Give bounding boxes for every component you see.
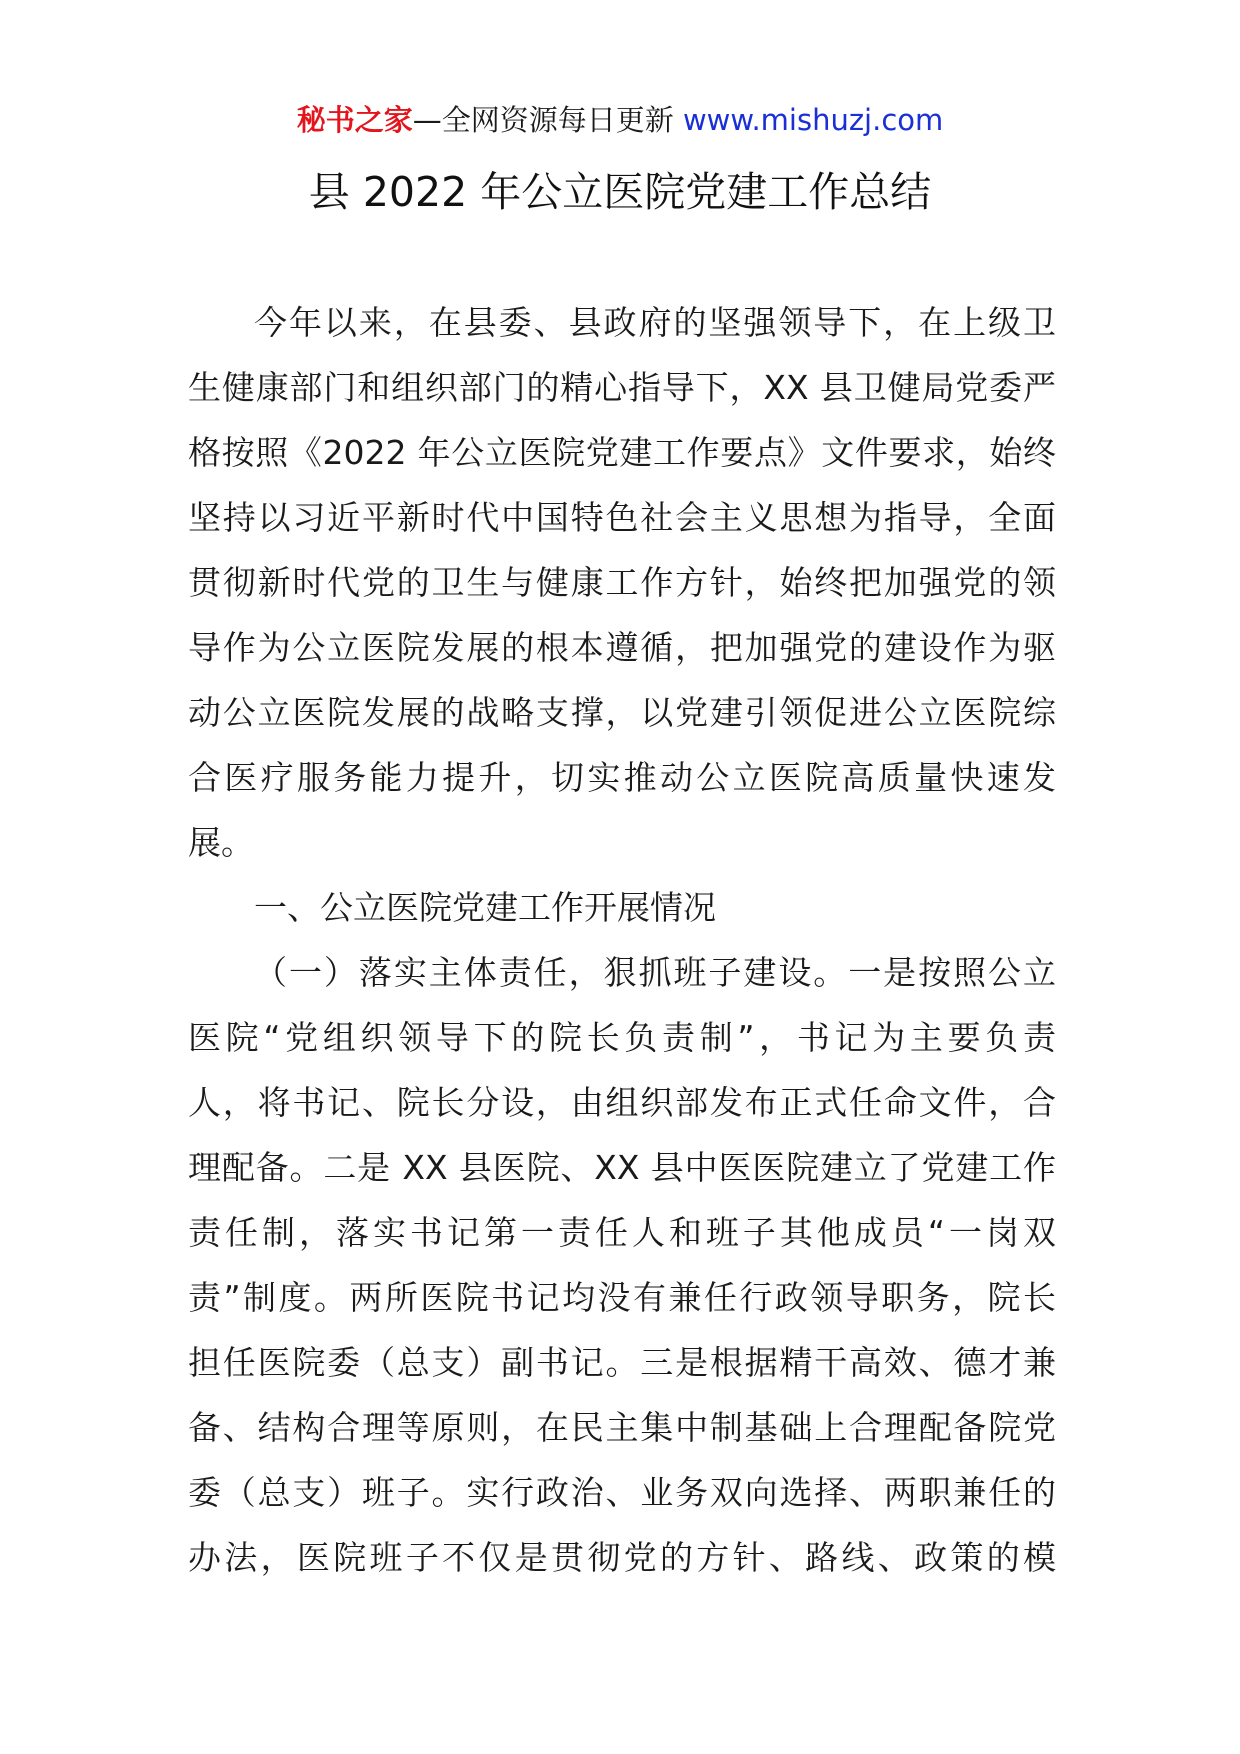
site-url-link[interactable]: www.mishuzj.com [682,103,944,137]
paragraph-line: 今年以来，在县委、县政府的坚强领导下，在上级卫 [254,303,1056,342]
paragraph-line: 办法，医院班子不仅是贯彻党的方针、路线、政策的模 [188,1538,1056,1577]
paragraph-line: 担任医院委（总支）副书记。三是根据精干高效、德才兼 [188,1343,1056,1382]
paragraph-line: 坚持以习近平新时代中国特色社会主义思想为指导，全面 [188,498,1056,537]
paragraph-line: 动公立医院发展的战略支撑，以党建引领促进公立医院综 [188,693,1056,732]
paragraph-line: 合医疗服务能力提升，切实推动公立医院高质量快速发 [188,758,1056,797]
paragraph-line: （一）落实主体责任，狠抓班子建设。一是按照公立 [254,953,1056,992]
site-header [0,100,1240,140]
brand-name: 秘书之家 [296,103,413,137]
section-heading: 一、公立医院党建工作开展情况 [254,888,716,927]
paragraph-line: 贯彻新时代党的卫生与健康工作方针，始终把加强党的领 [188,563,1056,602]
paragraph-line: 格按照《2022 年公立医院党建工作要点》文件要求，始终 [188,433,1056,472]
paragraph-line: 委（总支）班子。实行政治、业务双向选择、两职兼任的 [188,1473,1056,1512]
paragraph-line: 展。 [188,823,254,862]
document-body [188,290,1056,1590]
paragraph-line: 导作为公立医院发展的根本遵循，把加强党的建设作为驱 [188,628,1056,667]
paragraph-line: 生健康部门和组织部门的精心指导下，XX 县卫健局党委严 [188,368,1056,407]
paragraph-line: 备、结构合理等原则，在民主集中制基础上合理配备院党 [188,1408,1056,1447]
paragraph-line: 责”制度。两所医院书记均没有兼任行政领导职务，院长 [188,1278,1056,1317]
paragraph-line: 人，将书记、院长分设，由组织部发布正式任命文件，合 [188,1083,1056,1122]
paragraph-line: 责任制，落实书记第一责任人和班子其他成员“一岗双 [188,1213,1056,1252]
header-slogan: —全网资源每日更新 [412,103,683,137]
document-title: 县 2022 年公立医院党建工作总结 [308,168,932,216]
paragraph-line: 医院“党组织领导下的院长负责制”，书记为主要负责 [188,1018,1056,1057]
paragraph-line: 理配备。二是 XX 县医院、XX 县中医医院建立了党建工作 [188,1148,1056,1187]
